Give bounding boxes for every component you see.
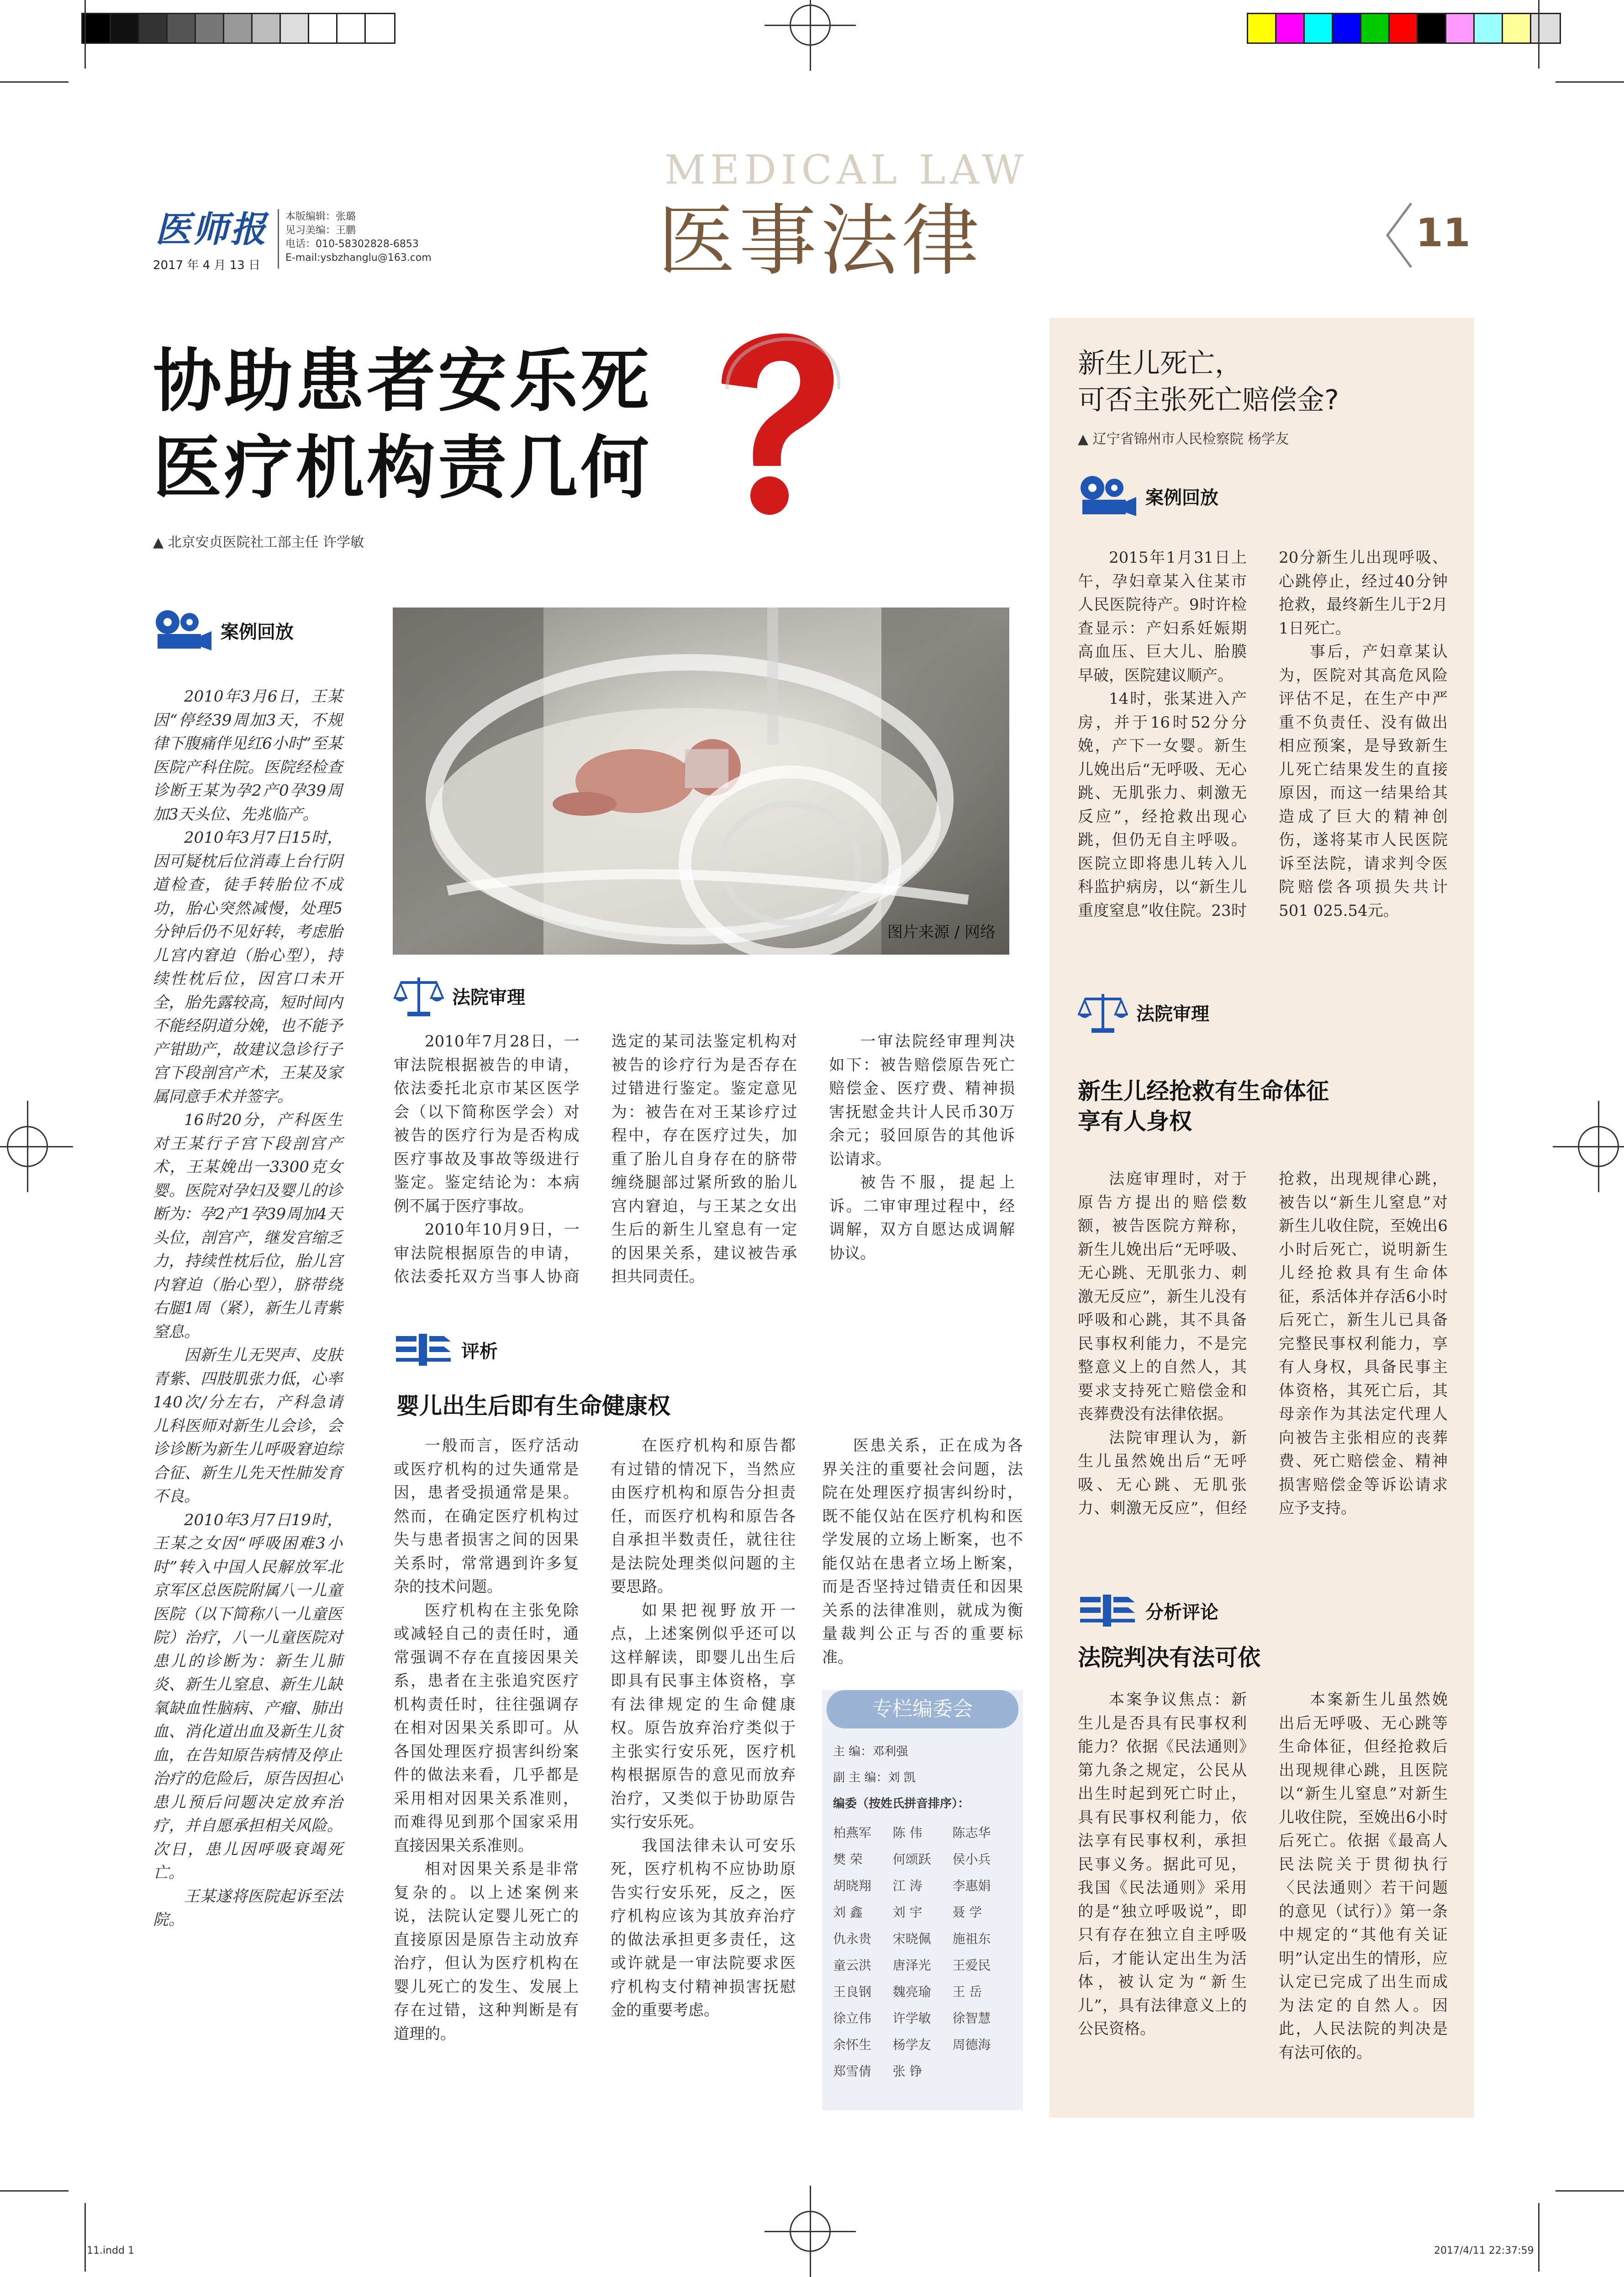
newspaper-logo: 医师报: [155, 209, 268, 250]
board-member: 宋晓佩: [892, 1931, 931, 1946]
paragraph: 王某遂将医院起诉至法院。: [153, 1887, 343, 1929]
deputy-editor: 副 主 编：刘 凯: [833, 1771, 916, 1785]
board-member: 周德海: [952, 2037, 991, 2052]
board-member: 仇永贵: [833, 1931, 872, 1946]
trim-mark: [1538, 2203, 1540, 2272]
info-line: 见习美编：王鹏: [285, 225, 356, 236]
analysis-icon: [1078, 1592, 1137, 1629]
analysis-text: [394, 1434, 796, 2133]
paragraph: 本案争议焦点：新生儿是否具有民事权利能力？依据《民法通则》第九条之规定，公民从出生时起到死亡时止，具有民事权利能力，依法享有民事权利，承担民事义务。据此可见，我国《民法通则》采用的是“独立呼吸说”，即只有存在独立自主呼吸后，才能认定出生为活体，被认定为“新生儿”，具有法律意义上的公民资格。: [1078, 1691, 1247, 2038]
scales-icon: [1078, 989, 1128, 1035]
footer-file: 11.indd 1: [87, 2245, 134, 2256]
paragraph: 2010年10月9日，一审法院根据原告的申请，依法委托双方当事人协商选定的某司法鉴定机构对被告的诊疗行为是否存在过错进行鉴定。鉴定意见为：被告在对王某诊疗过程中，存在医疗过失，加重了胎儿自身存在的脐带缠绕腿部过紧所致的胎儿宫内窘迫，与王某之女出生后的新生儿窒息有一定的因果关系，建议被告承担共同责任。: [394, 1032, 797, 1286]
headline-line: 医疗机构责几何: [153, 428, 652, 508]
sidebar-analysis-label: 分析评论: [1145, 1601, 1218, 1623]
paragraph: 法院审理认为，新生儿虽然娩出后“无呼吸、无心跳、无肌张力、刺激无反应”，但经抢救，出现规律心跳，被告以“新生儿窒息”对新生儿收住院，至娩出6小时后死亡，说明新生儿经抢救具有生命体征，系活体并存活6小时后死亡，新生儿已具备完整民事权利能力，享有人身权，具备民事主体资格，其死亡后，其母亲作为其法定代理人向被告主张相应的丧葬费、死亡赔偿金、精神损害赔偿金等诉讼请求应予支持。: [1078, 1170, 1448, 1517]
chief-editor: 主 编：邓利强: [833, 1745, 908, 1759]
info-line: E-mail:ysbzhanglu@163.com: [285, 252, 432, 264]
page-number-chevron-icon: [1384, 201, 1416, 269]
paragraph: 2015年1月31日上午，孕妇章某入住某市人民医院待产。9时许检查显示：产妇系妊娠期高血压、巨大儿、胎膜早破，医院建议顺产。: [1078, 549, 1247, 685]
sidebar-court-title: [1078, 1076, 1329, 1136]
board-member: 杨学友: [892, 2037, 931, 2052]
case-review-marker: [153, 608, 294, 653]
analysis-label: 评析: [461, 1341, 498, 1362]
paragraph: 如果把视野放开一点，上述案例似乎还可以这样解读，即婴儿出生后即具有民事主体资格，享有法律规定的生命健康权。原告放弃治疗类似于主张实行安乐死，医疗机构根据原告的意见而放弃治疗，又类似于协助原告实行安乐死。: [611, 1601, 796, 1831]
sidebar-court-marker: [1078, 989, 1209, 1035]
board-member: 胡晓翔: [833, 1878, 872, 1893]
board-member: 余怀生: [833, 2037, 872, 2052]
color-swatch: [1390, 14, 1418, 42]
masthead-divider: [278, 209, 279, 269]
color-swatch: [1446, 14, 1475, 42]
board-member: 刘 宇: [892, 1905, 923, 1920]
page-number: 11: [1416, 210, 1471, 256]
paragraph: 一审法院经审理判决如下：被告赔偿原告死亡赔偿金、医疗费、精神损害抚慰金共计人民币30万余元；驳回原告的其他诉讼请求。: [829, 1032, 1015, 1168]
board-member: 张 铮: [892, 2064, 923, 2079]
sidebar-article: [1049, 318, 1474, 2118]
color-swatch: [1361, 14, 1390, 42]
members-grid: [833, 1823, 1012, 2080]
court-review-text: [394, 1030, 1015, 1322]
sidebar-analysis-title: 法院判决有法可依: [1078, 1644, 1260, 1671]
board-member: 徐智慧: [952, 2011, 991, 2026]
analysis-title: 婴儿出生后即有生命健康权: [396, 1393, 670, 1419]
board-member: 江 涛: [892, 1878, 923, 1893]
incubator-photo: [393, 608, 1009, 955]
crosshair-mark-left: [0, 1101, 73, 1192]
projector-icon: [153, 608, 212, 653]
board-member: 刘 鑫: [833, 1905, 863, 1920]
board-member: 樊 荣: [833, 1852, 863, 1867]
paragraph: 本案新生儿虽然娩出后无呼吸、无心跳等生命体征，但经抢救后出现规律心跳，且医院以“新生儿窒息”对新生儿收住院，至娩出6小时后死亡。依据《最高人民法院关于贯彻执行〈民法通则〉若干问题的意见（试行）》第一条中规定的“其他有关证明”认定出生的情形，应认定已完成了出生而成为法定的自然人。因此，人民法院的判决是有法可依的。: [1279, 1691, 1448, 2062]
footer-timestamp: 2017/4/11 22:37:59: [1434, 2245, 1534, 2256]
board-member: 许学敏: [892, 2011, 931, 2026]
trim-mark: [1555, 2190, 1624, 2192]
paragraph: 14时，张某进入产房，并于16时52分分娩，产下一女婴。新生儿娩出后“无呼吸、无心跳、无肌张力、刺激无反应”，经抢救出现心跳，但仍无自主呼吸。医院立即将患儿转入儿科监护病房，以“新生儿重度窒息”收住院。23时20分新生儿出现呼吸、心跳停止，经过40分钟抢救，最终新生儿于2月1日死亡。: [1078, 549, 1448, 920]
board-member: 魏亮瑜: [892, 1984, 931, 1999]
incubator-illustration: [393, 608, 1009, 955]
section-title-cn: 医事法律: [658, 196, 983, 286]
color-swatch: [1418, 14, 1446, 42]
paragraph: 2010年7月28日，一审法院根据被告的申请，依法委托北京市某区医学会（以下简称医学会）对被告的医疗行为是否构成医疗事故及事故等级进行鉴定。鉴定结论为：本病例不属于医疗事故。: [394, 1032, 580, 1215]
court-review-marker: [394, 973, 525, 1019]
trim-mark: [84, 0, 86, 69]
crosshair-mark-right: [1553, 1101, 1624, 1192]
board-member: 童云洪: [833, 1958, 872, 1973]
paragraph: 被告不服，提起上诉。二审审理过程中，经调解，双方自愿达成调解协议。: [829, 1173, 1015, 1263]
case-review-text: [153, 685, 343, 1932]
color-swatch: [1276, 14, 1305, 42]
trim-mark: [1538, 0, 1540, 69]
board-member: 王 岳: [952, 1984, 982, 1999]
sidebar-analysis-text: [1078, 1688, 1448, 2108]
paragraph: 相对因果关系是非常复杂的。以上述案例来说，法院认定婴儿死亡的直接原因是原告主动放弃治疗，但认为医疗机构在婴儿死亡的发生、发展上存在过错，这种判断是有道理的。: [394, 1860, 579, 2043]
board-member: 王爱民: [952, 1958, 991, 1973]
sidebar-court-text: [1078, 1168, 1448, 1565]
paragraph: 医患关系，正在成为各界关注的重要社会问题，法院在处理医疗损害纠纷时，既不能仅站在医疗机构和医学发展的立场上断案，也不能仅站在患者立场上断案，而是否坚持过错责任和因果关系的法律准则，就成为衡量裁判公正与否的重要标准。: [822, 1437, 1023, 1667]
analysis-icon: [394, 1331, 453, 1368]
paragraph: 医疗机构在主张免除或减轻自己的责任时，通常强调不存在直接因果关系，患者在主张追究医疗机构责任时，往往强调存在相对因果关系即可。从各国处理医疗损害纠纷案件的做法来看，几乎都是采用相对因果关系准则，而难得见到那个国家采用直接因果关系准则。: [394, 1601, 579, 1855]
issue-date: 2017 年 4 月 13 日: [153, 259, 261, 272]
board-member: 何颂跃: [892, 1852, 931, 1867]
info-line: 电话：010-58302828-6853: [285, 238, 419, 250]
projector-icon: [1078, 473, 1137, 519]
main-byline: ▲ 北京安贞医院社工部主任 许学敏: [153, 534, 364, 550]
trim-mark: [1555, 81, 1624, 83]
paragraph: 2010年3月6日，王某因“停经39周加3天，不规律下腹痛伴见红6小时”至某医院产科住院。医院经检查诊断王某为孕2产0孕39周加3天头位、先兆临产。: [153, 687, 343, 824]
editorial-board: [822, 1690, 1023, 2110]
headline-line: 协助患者安乐死: [153, 342, 652, 421]
trim-mark: [0, 2190, 69, 2192]
editorial-board-title: 专栏编委会: [827, 1690, 1018, 1728]
sidebar-court-label: 法院审理: [1136, 1003, 1209, 1025]
subhead-line: 享有人身权: [1078, 1108, 1192, 1135]
color-swatch: [1503, 14, 1531, 42]
board-member: 聂 学: [952, 1905, 982, 1920]
color-swatch: [1248, 14, 1276, 42]
board-member: 侯小兵: [952, 1852, 991, 1867]
trim-mark: [84, 2203, 86, 2272]
court-review-label: 法院审理: [452, 987, 525, 1008]
registration-strip-gray: [81, 13, 395, 44]
question-mark-icon: [703, 329, 840, 521]
sidebar-title: [1078, 345, 1339, 418]
paragraph: 2010年3月7日15时，因可疑枕后位消毒上台行阴道检查，徒手转胎位不成功，胎心突然减慢，处理5分钟后仍不见好转，考虑胎儿宫内窘迫（胎心型），持续性枕后位，因宫口未开全，胎先露较高，短时间内不能经阴道分娩，也不能予产钳助产，故建议急诊行子宫下段剖宫产术，王某及家属同意手术并签字。: [153, 829, 343, 1106]
members-label: 编委（按姓氏拼音排序）：: [833, 1797, 970, 1811]
paragraph: 一般而言，医疗活动或医疗机构的过失通常是因，患者受损通常是果。然而，在确定医疗机构过失与患者损害之间的因果关系时，常常遇到许多复杂的技术问题。: [394, 1437, 579, 1596]
paragraph: 16时20分，产科医生对王某行子宫下段剖宫产术，王某娩出一3300克女婴。医院对孕妇及婴儿的诊断为：孕2产1孕39周加4天头位，剖宫产，继发宫缩乏力，持续性枕后位，胎儿宫内窘迫（胎心型），脐带绕右腿1周（紧），新生儿青紫窒息。: [153, 1111, 343, 1341]
crosshair-mark-bottom: [765, 2186, 856, 2277]
crosshair-mark-top: [765, 0, 856, 71]
paragraph: 我国法律未认可安乐死，医疗机构不应协助原告实行安乐死，反之，医疗机构应该为其放弃治疗的做法承担更多责任，这或许就是一审法院要求医疗机构支付精神损害抚慰金的重要考虑。: [611, 1836, 796, 2019]
color-swatch: [1305, 14, 1333, 42]
sidebar-case-label: 案例回放: [1145, 487, 1218, 508]
section-title-en: MEDICAL LAW: [664, 146, 1028, 193]
board-member: 陈志华: [952, 1825, 991, 1840]
sidebar-title-line: 新生儿死亡，: [1078, 348, 1242, 380]
scales-icon: [394, 973, 444, 1019]
paragraph: 在医疗机构和原告都有过错的情况下，当然应由医疗机构和原告分担责任，而医疗机构和原告各自承担半数责任，就往往是法院处理类似问题的主要思路。: [611, 1437, 796, 1596]
color-swatch: [1333, 14, 1361, 42]
board-member: 李惠娟: [952, 1878, 991, 1893]
main-headline: [153, 338, 652, 512]
info-line: 本版编辑：张璐: [285, 211, 356, 222]
board-member: 唐泽光: [892, 1958, 931, 1973]
registration-strip-color: [1247, 13, 1561, 44]
board-member: 郑雪倩: [833, 2064, 872, 2079]
sidebar-byline: ▲ 辽宁省锦州市人民检察院 杨学友: [1078, 431, 1289, 447]
sidebar-case-marker: [1078, 473, 1218, 519]
board-member: 徐立伟: [833, 2011, 872, 2026]
analysis-text-continued: [822, 1434, 1023, 1669]
board-member: 施祖东: [952, 1931, 991, 1946]
color-swatch: [1475, 14, 1503, 42]
trim-mark: [0, 81, 69, 83]
case-review-label: 案例回放: [221, 621, 294, 643]
paragraph: 因新生儿无哭声、皮肤青紫、四肢肌张力低，心率140次/分左右，产科急请儿科医师对新生儿会诊，会诊诊断为新生儿呼吸窘迫综合征、新生儿先天性肺发育不良。: [153, 1346, 343, 1506]
board-member: 柏燕军: [833, 1825, 872, 1840]
paragraph: 事后，产妇章某认为，医院对其高危风险评估不足，在生产中严重不负责任、没有做出相应预案，是导致新生儿死亡结果发生的直接原因，而这一结果给其造成了巨大的精神创伤，遂将某市人民医院诉至法院，请求判令医院赔偿各项损失共计501 025.54元。: [1279, 643, 1448, 920]
subhead-line: 新生儿经抢救有生命体征: [1078, 1078, 1329, 1104]
paragraph: 2010年3月7日19时，王某之女因“呼吸困难3小时”转入中国人民解放军北京军区总医院附属八一儿童医院（以下简称八一儿童医院）治疗，八一儿童医院对患儿的诊断为：新生儿肺炎、新生儿窒息、新生儿缺氧缺血性脑病、产瘤、肺出血、消化道出血及新生儿贫血，在告知原告病情及停止治疗的危险后，原告因担心患儿预后问题决定放弃治疗，并自愿承担相关风险。次日，患儿因呼吸衰竭死亡。: [153, 1511, 343, 1882]
color-swatch: [1531, 14, 1560, 42]
editor-info: [285, 210, 432, 265]
sidebar-analysis-marker: [1078, 1592, 1218, 1629]
analysis-marker: [394, 1331, 498, 1368]
board-member: 陈 伟: [892, 1825, 923, 1840]
sidebar-title-line: 可否主张死亡赔偿金?: [1078, 384, 1339, 416]
board-member: 王良钢: [833, 1984, 872, 1999]
photo-credit: 图片来源 / 网络: [887, 923, 996, 941]
paragraph: 法庭审理时，对于原告方提出的赔偿数额，被告医院方辩称，新生儿娩出后“无呼吸、无心跳、无肌张力、刺激无反应”，新生儿没有呼吸和心跳，其不具备民事权利能力，不是完整意义上的自然人，其要求支持死亡赔偿金和丧葬费没有法律依据。: [1078, 1170, 1247, 1423]
